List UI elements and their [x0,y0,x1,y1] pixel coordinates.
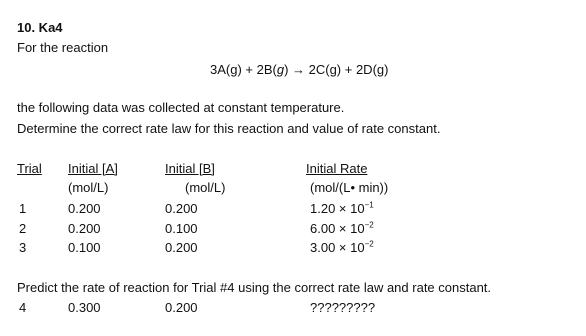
header-initial-b-unit: (mol/L) [185,180,226,195]
header-initial-a: Initial [A] [68,161,118,176]
row-trial: 3 [19,240,27,255]
header-initial-b: Initial [B] [165,161,215,176]
rate-base: 6.00 × 10 [310,221,365,236]
row-initial-a: 0.200 [68,201,101,216]
row-initial-rate [310,240,374,256]
intro-text: For the reaction [17,40,109,55]
predict-question: Predict the rate of reaction for Trial #4 using the correct rate law and rate constant. [17,280,492,295]
reaction-equation [210,62,388,78]
row-initial-a: 0.300 [68,300,101,315]
rate-base: 1.20 × 10 [310,201,365,216]
row-initial-rate-unknown: ????????? [310,300,376,315]
rate-base: 3.00 × 10 [310,240,365,255]
row-trial: 1 [19,201,27,216]
rate-exponent: −2 [364,239,374,249]
header-initial-rate-unit: (mol/(L• min)) [310,180,389,195]
row-initial-b: 0.200 [165,201,198,216]
row-initial-a: 0.200 [68,221,101,236]
row-initial-rate [310,221,374,237]
rate-exponent: −1 [364,200,374,210]
header-initial-a-unit: (mol/L) [68,180,109,195]
instruction-text: Determine the correct rate law for this reaction and value of rate constant. [17,121,441,136]
equation-part1: 3A(g) + 2B( [210,62,277,77]
row-initial-a: 0.100 [68,240,101,255]
row-initial-b: 0.200 [165,300,198,315]
row-trial: 4 [19,300,27,315]
row-trial: 2 [19,221,27,236]
data-description: the following data was collected at constant temperature. [17,100,345,115]
rate-exponent: −2 [364,220,374,230]
problem-title: 10. Ka4 [17,20,63,35]
row-initial-rate [310,201,374,217]
header-initial-rate: Initial Rate [306,161,368,176]
row-initial-b: 0.100 [165,221,198,236]
header-trial: Trial [17,161,42,176]
row-initial-b: 0.200 [165,240,198,255]
equation-g-italic: g [276,62,285,77]
equation-part2: ) → 2C(g) + 2D(g) [284,62,389,77]
